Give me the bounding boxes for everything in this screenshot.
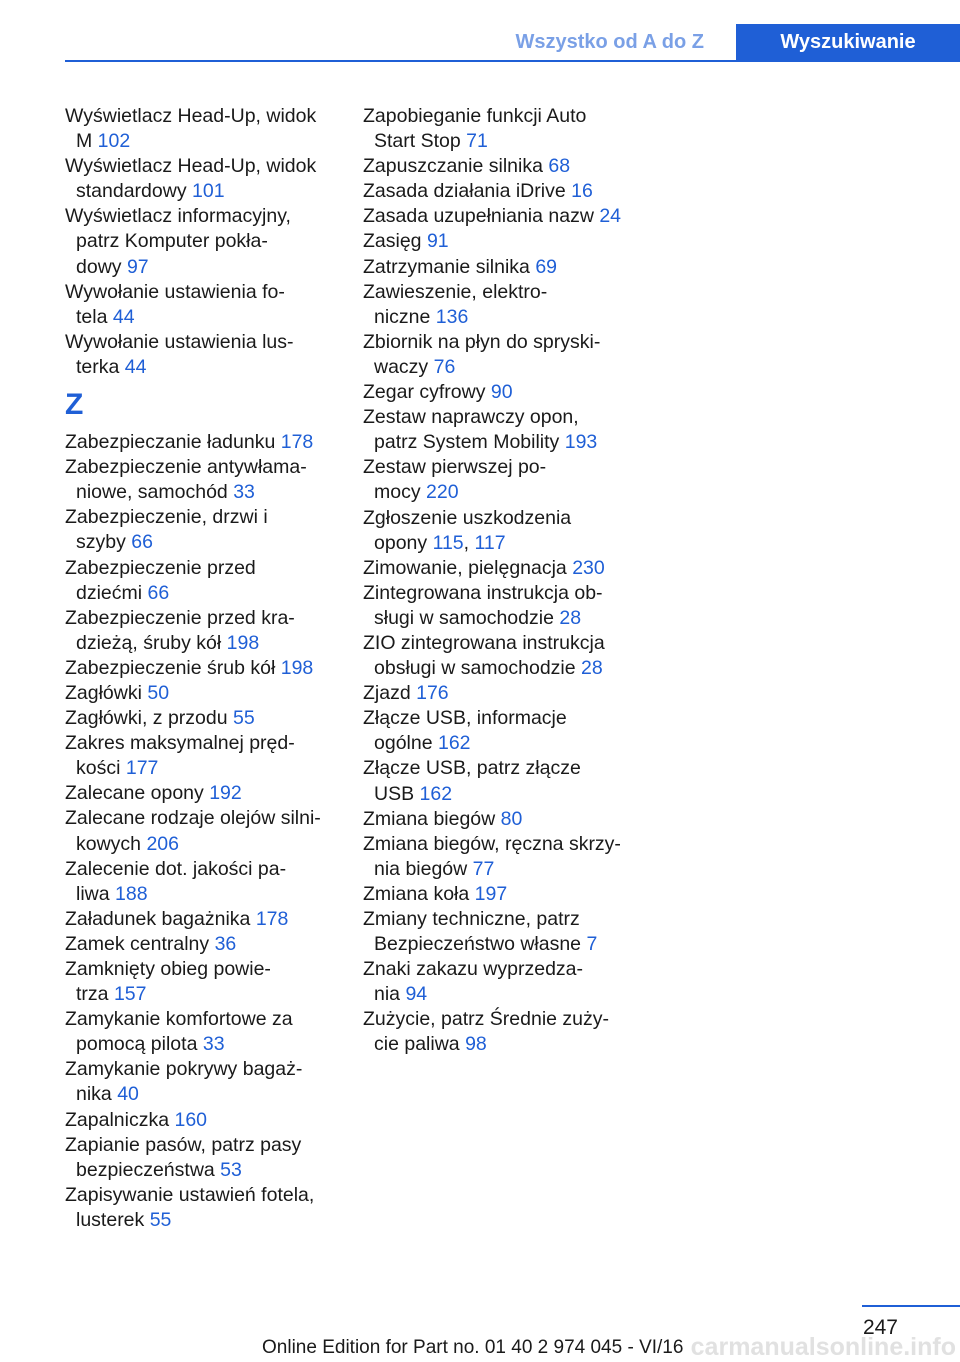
index-entry-line <box>65 1208 337 1233</box>
index-entry-line <box>65 957 337 982</box>
index-term: standardowy <box>76 180 187 203</box>
index-term: Zabezpieczenie antywłama‐ <box>65 456 307 479</box>
index-term: Zapuszczanie silnika <box>363 155 543 178</box>
index-entry <box>65 280 337 330</box>
index-term: trza <box>76 983 109 1006</box>
index-entry <box>65 455 337 505</box>
index-entry-line <box>65 656 337 681</box>
index-entry-line <box>65 355 337 380</box>
page-reference-link[interactable]: 33 <box>202 1033 225 1056</box>
index-term: Załadunek bagażnika <box>65 907 251 930</box>
index-entry <box>363 154 635 179</box>
index-group-before <box>65 104 337 380</box>
index-entry-line <box>65 179 337 204</box>
index-entry <box>65 204 337 279</box>
index-entry-line <box>363 455 635 480</box>
index-entry-line <box>65 857 337 882</box>
index-term: Zapobieganie funkcji Auto <box>363 105 587 127</box>
index-entry <box>363 882 635 907</box>
index-term: USB <box>374 782 415 805</box>
index-entry <box>65 1057 337 1107</box>
index-term: szyby <box>76 531 126 554</box>
index-term: opony <box>374 531 428 554</box>
index-term: Start Stop <box>374 130 461 153</box>
index-entry-line <box>65 505 337 530</box>
index-entry-line <box>65 631 337 656</box>
index-entry-line <box>65 581 337 606</box>
index-term: nia <box>374 983 401 1006</box>
index-entry-line <box>363 656 635 681</box>
page-reference-link[interactable]: 206 <box>146 832 179 855</box>
edition-note: Online Edition for Part no. 01 40 2 974 045 - VI/16 <box>262 1337 684 1358</box>
index-entry-line <box>363 430 635 455</box>
index-entry-line <box>363 982 635 1007</box>
page-reference-link[interactable]: 55 <box>149 1208 172 1231</box>
index-entry <box>65 957 337 1007</box>
index-entry-line <box>363 204 635 229</box>
index-entry-line <box>65 706 337 731</box>
page-reference-link[interactable]: 157 <box>113 983 147 1006</box>
index-term: dziećmi <box>76 581 143 604</box>
index-term: Zawieszenie, elektro‐ <box>363 280 548 303</box>
index-entry <box>65 806 337 856</box>
page-reference-link[interactable]: 188 <box>115 882 148 905</box>
index-term: Zalecenie dot. jakości pa‐ <box>65 857 287 880</box>
index-entry <box>65 104 337 154</box>
tab-search-active[interactable]: Wyszukiwanie <box>736 24 960 60</box>
index-entry-line <box>363 907 635 932</box>
index-entry-line <box>65 781 337 806</box>
index-entry <box>65 505 337 555</box>
index-entry-line <box>363 179 635 204</box>
page-reference-link[interactable]: 98 <box>465 1033 487 1056</box>
index-entry <box>363 807 635 832</box>
page-reference-link[interactable]: 80 <box>500 807 523 830</box>
index-entry-line <box>363 355 635 380</box>
page-reference-link[interactable]: 44 <box>124 355 147 378</box>
index-term: Zagłówki, z przodu <box>65 707 228 730</box>
index-term: Zasięg <box>363 230 422 253</box>
index-entry-line <box>363 1032 635 1057</box>
index-entry-line <box>65 229 337 254</box>
index-term: niowe, samochód <box>76 481 228 504</box>
index-term: Zegar cyfrowy <box>363 381 486 404</box>
page-reference-link[interactable]: 76 <box>433 355 456 378</box>
index-entry-line <box>65 681 337 706</box>
index-term: Zmiany techniczne, patrz <box>363 908 580 930</box>
index-entry-line: opony 115, 117 <box>374 531 506 554</box>
index-entry-line <box>65 1108 337 1133</box>
index-entry-line <box>65 430 337 455</box>
watermark-logo: carmanualsonline.info <box>690 1333 956 1361</box>
index-entry <box>65 1108 337 1133</box>
index-entry-line <box>363 104 635 129</box>
index-entry-line <box>363 154 635 179</box>
index-entry <box>65 656 337 681</box>
page-reference-link[interactable]: 77 <box>472 857 495 880</box>
index-term: Zgłoszenie uszkodzenia <box>363 506 572 529</box>
page-reference-link[interactable]: 178 <box>280 431 314 454</box>
page-reference-link[interactable]: 162 <box>437 732 471 755</box>
index-term: Zjazd <box>363 682 411 705</box>
index-entry-line <box>363 280 635 305</box>
index-term: Wyświetlacz informacyjny, <box>65 205 291 228</box>
index-entry-line <box>363 932 635 957</box>
index-entry-line <box>65 305 337 330</box>
index-entry-line <box>65 1183 337 1208</box>
index-term: cie paliwa <box>374 1033 460 1056</box>
index-entry-line <box>363 606 635 631</box>
index-entry <box>363 280 635 330</box>
index-entry-line <box>363 857 635 882</box>
page-reference-link[interactable]: 71 <box>466 130 488 153</box>
page-header <box>0 0 960 62</box>
index-term: dowy <box>76 255 122 278</box>
section-letter: Z <box>65 388 84 422</box>
index-entry-line <box>65 154 337 179</box>
index-term: Zapisywanie ustawień fotela, <box>65 1183 315 1206</box>
index-entry <box>363 681 635 706</box>
index-term: Wyświetlacz Head-Up, widok <box>65 105 317 127</box>
page-reference-link[interactable]: 102 <box>97 130 131 153</box>
index-entry <box>65 606 337 656</box>
index-term: Zintegrowana instrukcja ob‐ <box>363 581 603 604</box>
page-reference-link[interactable]: 177 <box>125 757 159 780</box>
index-entry-line <box>363 807 635 832</box>
page-reference-link[interactable]: 36 <box>214 932 237 955</box>
index-term: nia biegów <box>374 857 468 880</box>
index-entry-line <box>363 832 635 857</box>
index-term: Zabezpieczenie przed kra‐ <box>65 606 295 629</box>
index-term: obsługi w samochodzie <box>374 657 576 680</box>
index-term: nika <box>76 1083 112 1106</box>
index-term: Zabezpieczenie, drzwi i <box>65 506 268 529</box>
index-term: lusterek <box>76 1208 145 1231</box>
tab-section[interactable]: Wszystko od A do Z <box>515 31 704 53</box>
index-term: Zamknięty obieg powie‐ <box>65 958 271 980</box>
index-entry <box>363 506 635 556</box>
index-term: tela <box>76 305 108 328</box>
page-reference-link[interactable]: 90 <box>490 381 513 404</box>
index-entry-line <box>363 706 635 731</box>
page-reference-link[interactable]: 97 <box>126 255 149 278</box>
page-reference-link[interactable]: 91 <box>426 230 449 253</box>
index-term: Złącze USB, patrz złącze <box>363 757 581 780</box>
index-term: Zabezpieczenie śrub kół <box>65 656 276 679</box>
index-entry-line <box>363 405 635 430</box>
index-entry <box>363 631 635 681</box>
index-term: Zamykanie pokrywy bagaż‐ <box>65 1058 303 1081</box>
index-entry-line <box>363 305 635 330</box>
index-entry <box>363 204 635 229</box>
index-entry-line <box>65 806 337 831</box>
page-reference-link[interactable]: 50 <box>147 681 170 704</box>
index-entry-line <box>65 1158 337 1183</box>
page-reference-link[interactable]: 28 <box>581 657 603 680</box>
index-entry <box>363 229 635 254</box>
index-entry-line <box>65 129 337 154</box>
index-entry <box>65 430 337 455</box>
page-reference-link[interactable]: 192 <box>209 782 242 805</box>
index-term: liwa <box>76 882 110 905</box>
index-term: Zasada uzupełniania nazw <box>363 205 594 228</box>
index-entry <box>363 405 635 455</box>
page-reference-link[interactable]: 44 <box>112 305 135 328</box>
page-reference-link[interactable]: 66 <box>147 581 170 604</box>
index-entry <box>363 380 635 405</box>
index-entry-line <box>65 480 337 505</box>
index-term: M <box>76 130 93 153</box>
index-term: patrz System Mobility <box>374 431 560 454</box>
page-reference-link[interactable]: 28 <box>559 606 582 629</box>
index-term: sługi w samochodzie <box>374 606 554 629</box>
index-entry <box>65 706 337 731</box>
index-term: pomocą pilota <box>76 1033 198 1056</box>
index-entry <box>363 556 635 581</box>
index-entry <box>363 756 635 806</box>
index-entry-line <box>363 129 635 154</box>
index-term: Zmiana biegów <box>363 807 496 830</box>
index-group-right <box>363 104 635 1058</box>
index-term: niczne <box>374 305 431 328</box>
index-entry-line <box>65 756 337 781</box>
index-term: Zalecane rodzaje olejów silni‐ <box>65 807 321 830</box>
page-reference-link[interactable]: 162 <box>419 782 453 805</box>
index-entry <box>65 1183 337 1233</box>
page-reference-link[interactable]: 16 <box>571 180 593 203</box>
index-entry-line <box>363 681 635 706</box>
index-term: mocy <box>374 481 421 504</box>
index-term: Zmiana koła <box>363 882 470 905</box>
index-entry-line <box>363 957 635 982</box>
index-entry <box>65 330 337 380</box>
index-entry-line <box>363 480 635 505</box>
index-entry-line <box>363 255 635 280</box>
index-entry-line <box>65 982 337 1007</box>
index-term: Zimowanie, pielęgnacja <box>363 556 567 579</box>
index-entry-line <box>65 907 337 932</box>
page-reference-link[interactable]: 24 <box>599 205 622 228</box>
index-entry-line <box>363 229 635 254</box>
page-reference-link[interactable]: 115 <box>432 531 464 554</box>
index-entry <box>65 857 337 907</box>
index-entry <box>65 1007 337 1057</box>
index-entry-line <box>65 932 337 957</box>
index-entry <box>363 255 635 280</box>
index-entry <box>65 154 337 204</box>
index-term: Zabezpieczanie ładunku <box>65 431 276 454</box>
page-reference-link[interactable]: 136 <box>435 305 469 328</box>
index-group-z <box>65 430 337 1233</box>
page-reference-link[interactable]: 197 <box>474 882 508 905</box>
index-entry-line <box>363 330 635 355</box>
index-entry-line <box>363 631 635 656</box>
index-term: Bezpieczeństwo własne <box>374 933 582 956</box>
page-reference-link[interactable]: 55 <box>233 707 255 730</box>
index-entry-line <box>65 882 337 907</box>
header-rule <box>65 60 960 62</box>
index-entry <box>65 781 337 806</box>
index-term: Zamykanie komfortowe za <box>65 1008 293 1031</box>
index-entry-line <box>363 581 635 606</box>
page-reference-link[interactable]: 198 <box>280 656 314 679</box>
index-entry <box>65 932 337 957</box>
index-term: Znaki zakazu wyprzedza‐ <box>363 958 584 981</box>
index-term: bezpieczeństwa <box>76 1158 215 1181</box>
page-reference-link[interactable]: 198 <box>226 631 260 654</box>
index-term: patrz Komputer pokła‐ <box>76 230 268 253</box>
page-reference-link[interactable]: 68 <box>548 155 571 178</box>
index-entry <box>363 455 635 505</box>
index-term: Zapalniczka <box>65 1108 170 1131</box>
index-entry-line <box>65 1082 337 1107</box>
index-term: Zakres maksymalnej pręd‐ <box>65 732 295 755</box>
page-number: 247 <box>862 1316 898 1339</box>
index-entry-line <box>363 506 635 531</box>
index-term: Zalecane opony <box>65 782 204 805</box>
index-term: Zapianie pasów, patrz pasy <box>65 1133 302 1156</box>
index-term: kości <box>76 757 121 780</box>
index-term: dzieżą, śruby kół <box>76 631 222 654</box>
index-entry-line <box>363 882 635 907</box>
index-entry <box>363 1007 635 1057</box>
index-entry <box>363 104 635 154</box>
index-entry-line <box>363 1007 635 1032</box>
index-entry <box>65 681 337 706</box>
page-reference-link[interactable]: 40 <box>117 1083 139 1106</box>
index-entry-line <box>363 380 635 405</box>
index-entry <box>363 957 635 1007</box>
footer-rule <box>862 1305 960 1307</box>
index-term: Wywołanie ustawienia fo‐ <box>65 280 285 303</box>
index-entry <box>65 907 337 932</box>
index-entry-line <box>363 731 635 756</box>
index-term: Złącze USB, informacje <box>363 707 567 730</box>
index-term: terka <box>76 355 120 378</box>
index-entry-line <box>65 255 337 280</box>
index-term: Zestaw naprawczy opon, <box>363 406 579 429</box>
index-term: kowych <box>76 832 142 855</box>
index-term: Zamek centralny <box>65 932 210 955</box>
page-reference-link[interactable]: 117 <box>474 531 506 554</box>
index-entry <box>65 556 337 606</box>
index-term: waczy <box>374 355 429 378</box>
index-entry <box>363 581 635 631</box>
index-entry-line <box>65 280 337 305</box>
index-entry-line <box>65 606 337 631</box>
index-entry-line <box>65 1057 337 1082</box>
index-entry-line <box>65 204 337 229</box>
index-entry-line <box>363 756 635 781</box>
index-entry-line <box>65 1032 337 1057</box>
page-reference-link[interactable]: 94 <box>405 983 428 1006</box>
index-term: Zagłówki <box>65 681 142 704</box>
index-entry-line <box>65 330 337 355</box>
index-term: Zatrzymanie silnika <box>363 255 530 278</box>
index-entry <box>363 179 635 204</box>
page-reference-link[interactable]: 66 <box>131 531 153 554</box>
index-entry <box>363 907 635 957</box>
index-entry-line <box>363 556 635 581</box>
index-column-right <box>363 104 635 1058</box>
index-term: Zmiana biegów, ręczna skrzy‐ <box>363 832 621 855</box>
index-entry-line <box>65 1007 337 1032</box>
page-reference-link[interactable]: 230 <box>572 556 605 579</box>
page-reference-link[interactable]: 176 <box>416 682 449 705</box>
index-column-left <box>65 104 337 1233</box>
index-entry-line <box>363 782 635 807</box>
index-entry <box>65 731 337 781</box>
index-term: Wywołanie ustawienia lus‐ <box>65 330 294 353</box>
index-entry-line <box>65 556 337 581</box>
index-entry <box>363 330 635 380</box>
index-entry-line <box>65 104 337 129</box>
index-entry-line <box>65 1133 337 1158</box>
page-reference-link[interactable]: 101 <box>192 180 225 203</box>
index-term: ZIO zintegrowana instrukcja <box>363 631 605 654</box>
page-reference-link[interactable]: 160 <box>174 1108 208 1131</box>
index-term: Zasada działania iDrive <box>363 180 566 203</box>
index-entry <box>363 706 635 756</box>
index-entry-line <box>65 455 337 480</box>
index-term: Wyświetlacz Head-Up, widok <box>65 155 317 178</box>
page-reference-link[interactable]: 178 <box>255 907 289 930</box>
page-reference-link[interactable]: 7 <box>586 933 598 956</box>
index-entry <box>65 1133 337 1183</box>
index-entry-line <box>65 530 337 555</box>
index-term: ogólne <box>374 732 433 755</box>
index-term: Zestaw pierwszej po‐ <box>363 456 547 479</box>
page-reference-link[interactable]: 69 <box>535 255 558 278</box>
index-entry-line <box>65 731 337 756</box>
page-reference-link[interactable]: 193 <box>564 431 598 454</box>
page-reference-link[interactable]: 33 <box>233 481 255 504</box>
index-term: Zbiornik na płyn do spryski‐ <box>363 330 601 353</box>
index-term: Zużycie, patrz Średnie zuży‐ <box>363 1008 610 1031</box>
page-reference-link[interactable]: 220 <box>426 481 459 504</box>
page-reference-link[interactable]: 53 <box>220 1158 242 1181</box>
index-entry <box>363 832 635 882</box>
index-term: Zabezpieczenie przed <box>65 556 256 579</box>
index-entry-line <box>65 832 337 857</box>
